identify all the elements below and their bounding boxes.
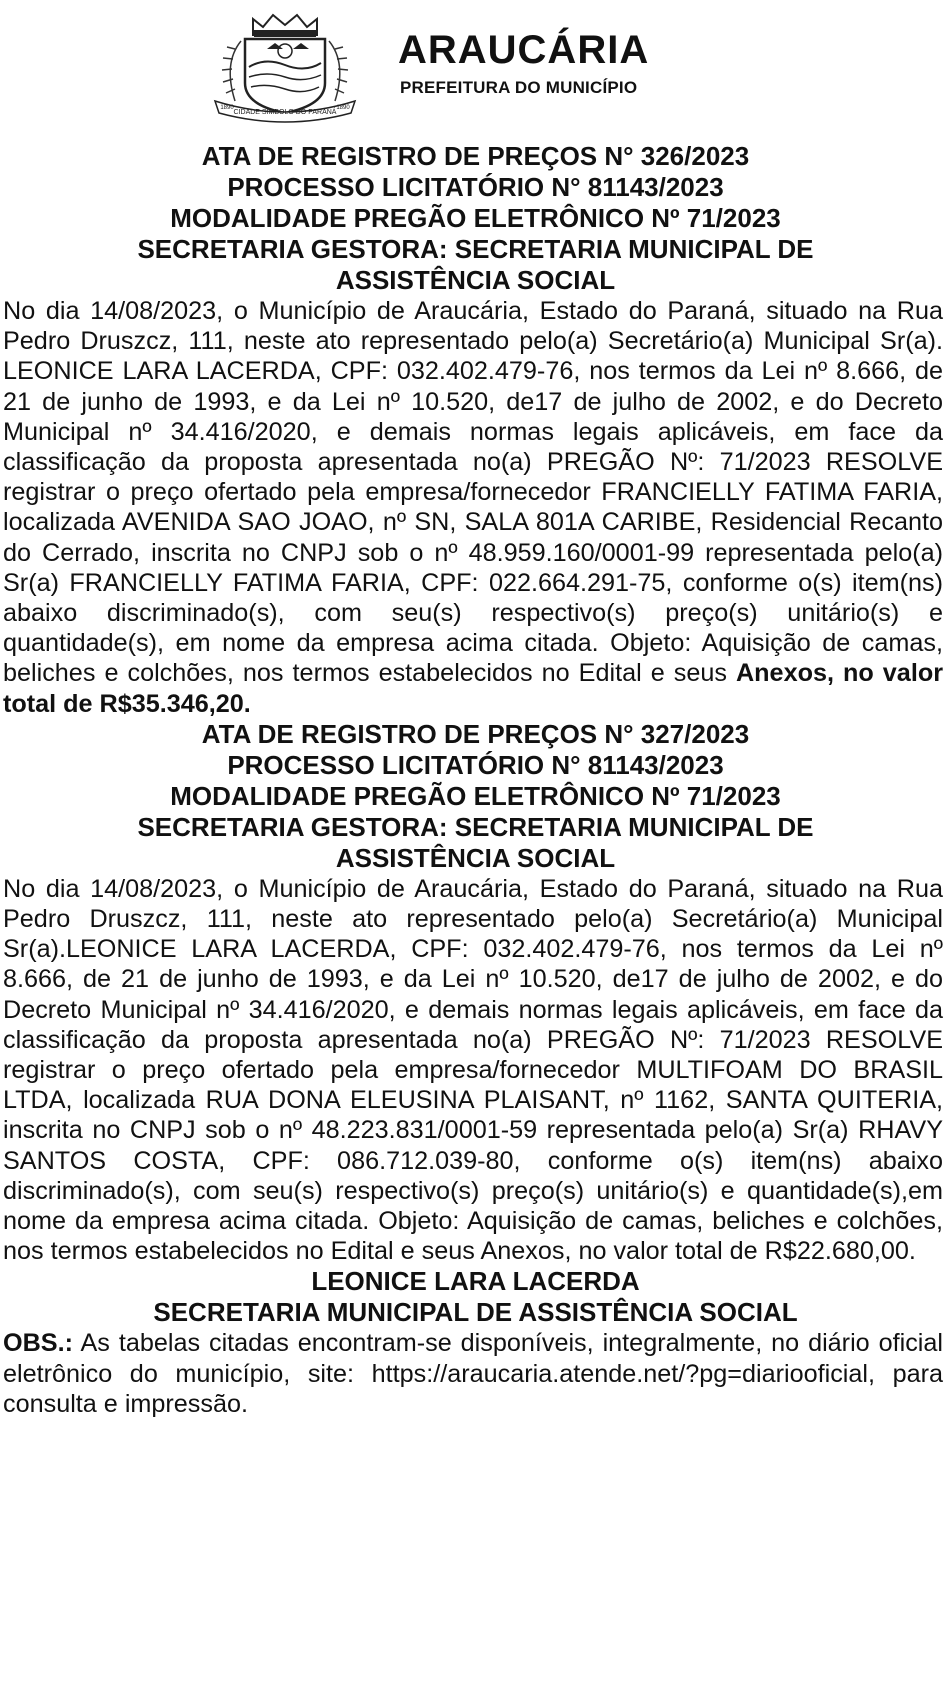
process-number: PROCESSO LICITATÓRIO N° 81143/2023 xyxy=(227,749,724,780)
brand-name: ARAUCÁRIA xyxy=(398,28,650,72)
modality: MODALIDADE PREGÃO ELETRÔNICO Nº 71/2023 xyxy=(170,203,781,233)
managing-secretariat-cont: ASSISTÊNCIA SOCIAL xyxy=(335,265,616,295)
document-content xyxy=(0,141,951,1419)
obs-text: As tabelas citadas encontram-se disponíveis, integralmente, no diário oficial eletrônico do município, site: https://araucaria.atende.net/?pg=diariooficial, para consulta e impressão. xyxy=(3,1329,943,1418)
ata-title: ATA DE REGISTRO DE PREÇOS N° 327/2023 xyxy=(201,718,750,749)
signatory-name: LEONICE LARA LACERDA xyxy=(311,1266,640,1297)
ata-body xyxy=(0,296,951,719)
page-header xyxy=(0,0,951,130)
ata-327-section xyxy=(0,719,951,1267)
managing-secretariat: SECRETARIA GESTORA: SECRETARIA MUNICIPAL DE xyxy=(137,811,814,842)
obs-label: OBS.: xyxy=(3,1329,73,1358)
modality: MODALIDADE PREGÃO ELETRÔNICO Nº 71/2023 xyxy=(170,780,781,811)
ata-body: No dia 14/08/2023, o Município de Araucária, Estado do Paraná, situado na Rua Pedro Druszcz, 111, neste ato representado pelo(a) Secretário(a) Municipal Sr(a).LEONICE LARA LACERDA, CPF: 032.402.479-76, nos termos da Lei nº 8.666, de 21 de junho de 1993, e da Lei nº 10.520, de17 de julho de 2002, e do Decreto Municipal nº 34.416/2020, e demais normas legais aplicáveis, em face da classificação da proposta apresentada no(a) PREGÃO Nº: 71/2023 RESOLVE registrar o preço ofertado pela empresa/fornecedor MULTIFOAM DO BRASIL LTDA, localizada RUA DONA ELEUSINA PLAISANT, nº 1162, SANTA QUITERIA, inscrita no CNPJ sob o nº 48.223.831/0001-59 representada pelo(a) Sr(a) RHAVY SANTOS COSTA, CPF: 086.712.039-80, conforme o(s) item(ns) abaixo discriminado(s), com seu(s) respectivo(s) preço(s) unitário(s) e quantidade(s),em nome da empresa acima citada. Objeto: Aquisição de camas, beliches e colchões, nos termos estabelecidos no Edital e seus Anexos, no valor total de R$22.680,00. xyxy=(3,874,943,1266)
ata-body-text: No dia 14/08/2023, o Município de Araucária, Estado do Paraná, situado na Rua Pedro Druszcz, 111, neste ato representado pelo(a) Secretário(a) Municipal Sr(a). LEONICE LARA LACERDA, CPF: 032.402.479-76, nos termos da Lei nº 8.666, de 21 de junho de 1993, e da Lei nº 10.520, de17 de julho de 2002, e do Decreto Municipal nº 34.416/2020, e demais normas legais aplicáveis, em face da classificação da proposta apresentada no(a) PREGÃO Nº: 71/2023 RESOLVE registrar o preço ofertado pela empresa/fornecedor FRANCIELLY FATIMA FARIA, localizada AVENIDA SAO JOAO, nº SN, SALA 801A CARIBE, Residencial Recanto do Cerrado, inscrita no CNPJ sob o nº 48.959.160/0001-99 representada pelo(a) Sr(a) FRANCIELLY FATIMA FARIA, CPF: 022.664.291-75, conforme o(s) item(ns) abaixo discriminado(s), com seu(s) respectivo(s) preço(s) unitário(s) e quantidade(s), em nome da empresa acima citada. Objeto: Aquisição de camas, beliches e colchões, nos termos estabelecidos no Edital e seus xyxy=(3,297,943,688)
svg-text:1890: 1890 xyxy=(220,105,234,111)
brand-subtitle: PREFEITURA DO MUNICÍPIO xyxy=(400,78,638,97)
municipal-coat-of-arms-icon xyxy=(205,5,365,123)
managing-secretariat: SECRETARIA GESTORA: SECRETARIA MUNICIPAL DE xyxy=(137,234,814,264)
observation-note xyxy=(0,1328,951,1419)
ata-326-section xyxy=(0,141,951,719)
signature-block xyxy=(0,1266,951,1328)
ata-total-value: Anexos, no valor total de R$35.346,20. xyxy=(3,659,944,718)
signatory-role: SECRETARIA MUNICIPAL DE ASSISTÊNCIA SOCIAL xyxy=(153,1297,798,1328)
svg-text:CIDADE SÍMBOLO DO PARANÁ: CIDADE SÍMBOLO DO PARANÁ xyxy=(233,109,337,116)
svg-text:1890: 1890 xyxy=(336,105,350,111)
process-number: PROCESSO LICITATÓRIO N° 81143/2023 xyxy=(227,172,724,202)
managing-secretariat-cont: ASSISTÊNCIA SOCIAL xyxy=(335,842,616,873)
ata-title: ATA DE REGISTRO DE PREÇOS N° 326/2023 xyxy=(201,141,750,171)
